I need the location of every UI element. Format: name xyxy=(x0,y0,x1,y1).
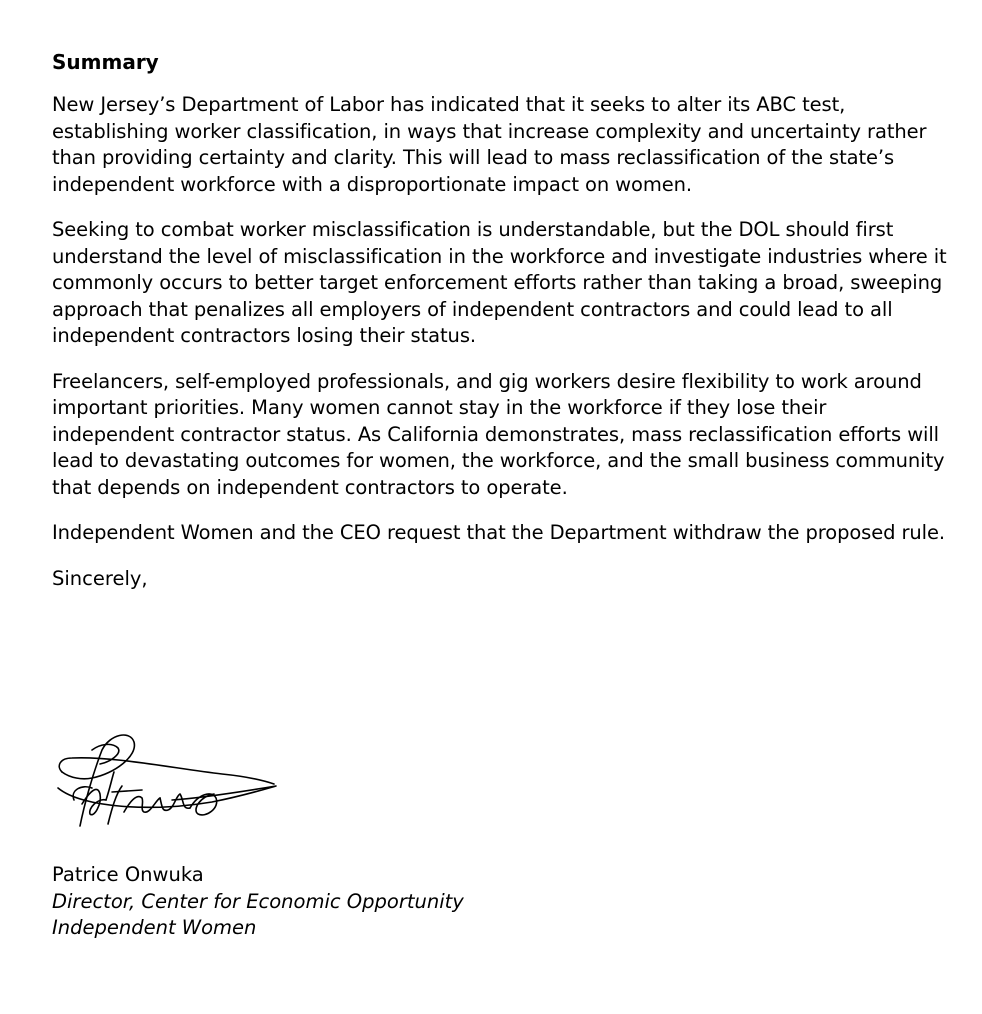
signatory-organization: Independent Women xyxy=(52,916,257,939)
summary-heading: Summary xyxy=(52,50,159,74)
closing-salutation: Sincerely, xyxy=(52,566,148,590)
paragraph-2: Seeking to combat worker misclassification is understandable, but the DOL should first understand the level of misclassification in the workforce and investigate industries where it commonly occurs to better target enforcement efforts rather than taking a broad, sweeping approach that penalizes all employers of independent contractors and could lead to all independent contractors losing their status. xyxy=(52,218,947,347)
handwritten-signature xyxy=(52,728,292,838)
paragraph-4: Independent Women and the CEO request that the Department withdraw the proposed rule. xyxy=(52,521,945,544)
signatory-name: Patrice Onwuka xyxy=(52,863,204,886)
paragraph-3: Freelancers, self-employed professionals, and gig workers desire flexibility to work around important priorities. Many women cannot stay in the workforce if they lose their independent contractor status. As California demonstrates, mass reclassification efforts will lead to devastating outcomes for women, the workforce, and the small business community that depends on independent contractors to operate. xyxy=(52,369,945,499)
letter-body xyxy=(52,48,952,592)
signature-block xyxy=(52,862,464,942)
signatory-title: Director, Center for Economic Opportunity xyxy=(52,889,464,913)
paragraph-1: New Jersey’s Department of Labor has indicated that it seeks to alter its ABC test, establishing worker classification, in ways that increase complexity and uncertainty rather than providing certainty and clarity. This will lead to mass reclassification of the state’s independent workforce with a disproportionate impact on women. xyxy=(52,93,927,196)
